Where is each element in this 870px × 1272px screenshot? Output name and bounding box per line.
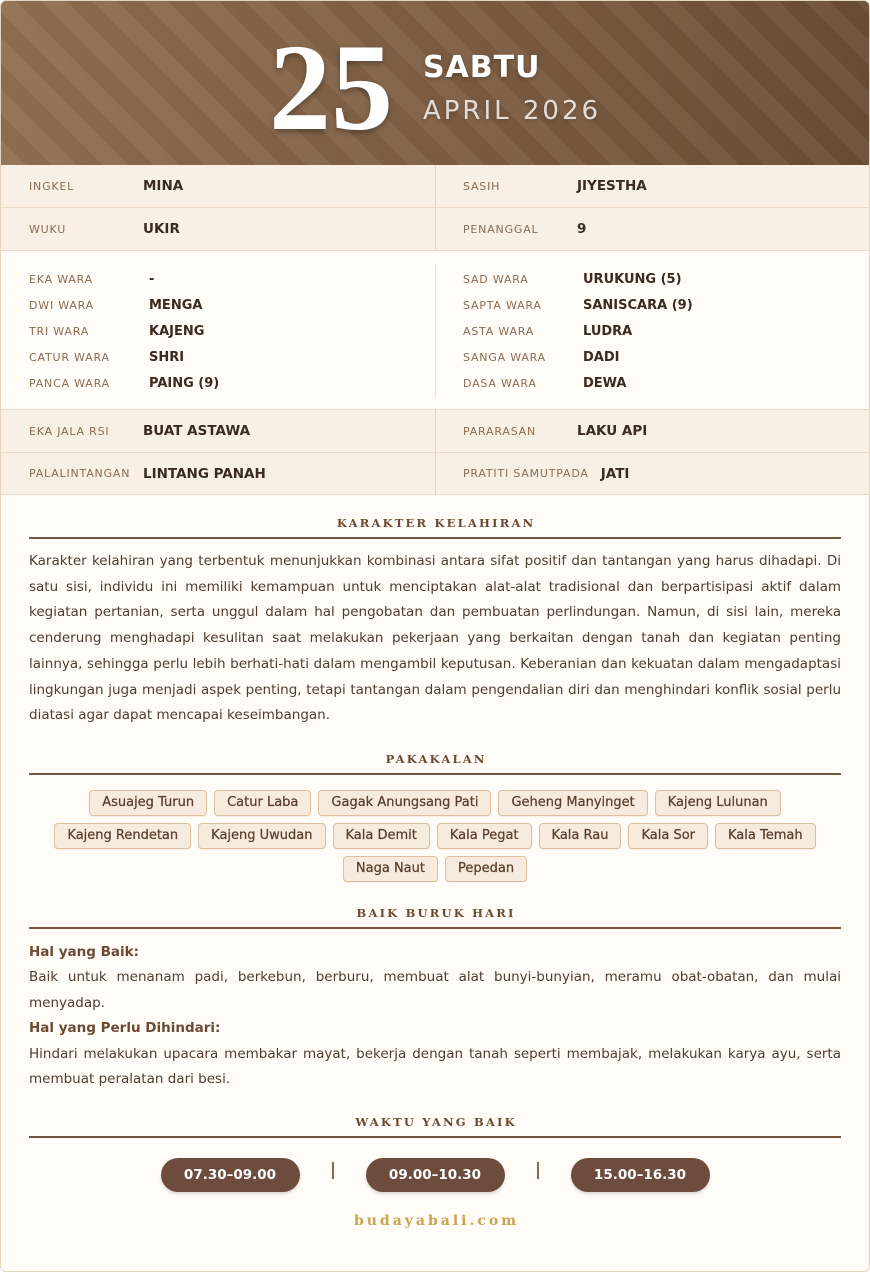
section-title-waktu: WAKTU YANG BAIK [29, 1114, 841, 1138]
pakakalan-tag: Naga Naut [343, 856, 438, 882]
info-cell-wuku [1, 208, 435, 250]
info-value: LINTANG PANAH [143, 465, 266, 482]
slot-separator [332, 1162, 334, 1179]
wara-row [463, 318, 869, 344]
info-bottom-band [1, 410, 869, 495]
footer-site-name: budayabali.com [353, 1212, 520, 1229]
pakakalan-tag: Kajeng Lulunan [655, 790, 781, 816]
wara-label: PANCA WARA [29, 377, 110, 391]
info-value: JATI [600, 465, 630, 482]
info-cell-palalintangan [1, 453, 435, 494]
wara-row [463, 292, 869, 318]
info-label: PARARASAN [463, 424, 537, 438]
info-cell-eka-jala-rsi [1, 410, 435, 452]
pakakalan-tag: Kala Rau [539, 823, 622, 849]
info-row [1, 453, 869, 495]
info-label: PALALINTANGAN [29, 467, 131, 480]
info-cell-pratiti-samutpada [435, 453, 869, 494]
wara-column-left [1, 266, 435, 397]
pakakalan-tag: Asuajeg Turun [89, 790, 207, 816]
pakakalan-tag: Kala Sor [628, 823, 708, 849]
wara-value: SHRI [149, 350, 185, 366]
pakakalan-tag: Kajeng Uwudan [198, 823, 325, 849]
time-slot-pill: 07.30–09.00 [161, 1158, 300, 1192]
wara-label: SANGA WARA [463, 351, 547, 365]
info-value: JIYESTHA [577, 178, 647, 194]
info-row [1, 410, 869, 453]
time-slot-pill: 15.00–16.30 [571, 1158, 710, 1192]
info-value: UKIR [143, 221, 180, 237]
info-label: INGKEL [29, 179, 75, 193]
info-label: PENANGGAL [463, 222, 539, 236]
content-area [1, 515, 869, 1229]
info-cell-pararasan [435, 410, 869, 452]
pakakalan-tag: Geheng Manyinget [498, 790, 647, 816]
info-label: WUKU [29, 222, 67, 236]
wara-label: TRI WARA [29, 324, 90, 338]
wara-row [29, 345, 435, 371]
wara-label: DWI WARA [29, 298, 95, 312]
wara-value: DADI [583, 350, 620, 366]
info-cell-sasih [435, 165, 869, 207]
wara-label: ASTA WARA [463, 324, 535, 338]
info-value: 9 [577, 221, 587, 237]
slot-separator [537, 1162, 539, 1179]
wara-value: DEWA [583, 376, 627, 392]
pakakalan-tag: Catur Laba [214, 790, 311, 816]
info-label: SASIH [463, 179, 501, 193]
month-year: APRIL 2026 [422, 96, 602, 126]
pakakalan-tag: Kala Pegat [437, 823, 532, 849]
wara-label: CATUR WARA [29, 351, 110, 365]
wara-column-right [435, 266, 869, 397]
wara-value: LUDRA [583, 323, 633, 339]
info-row [1, 208, 869, 251]
wara-label: EKA WARA [29, 272, 93, 286]
day-name: SABTU [422, 50, 541, 85]
wara-section [1, 251, 869, 410]
wara-value: KAJENG [149, 323, 205, 339]
info-top-band [1, 165, 869, 251]
baik-buruk-block [29, 940, 841, 1093]
time-slot-pill: 09.00–10.30 [366, 1158, 505, 1192]
wara-value: SANISCARA (9) [583, 297, 693, 313]
good-text: Baik untuk menanam padi, berkebun, berburu, membuat alat bunyi-bunyian, meramu obat-obatan, dan mulai menyadap. [29, 969, 841, 1011]
pakakalan-tag: Kala Demit [333, 823, 430, 849]
wara-row [463, 345, 869, 371]
info-row [1, 165, 869, 208]
section-title-baik-buruk: BAIK BURUK HARI [29, 905, 841, 929]
wara-row [29, 371, 435, 397]
karakter-paragraph: Karakter kelahiran yang terbentuk menunjukkan kombinasi antara sifat positif dan tantangan yang harus dihadapi. Di satu sisi, individu ini memiliki kemampuan untuk menciptakan alat-alat tradisional dan berpartisipasi aktif dalam kegiatan pertanian, serta unggul dalam hal pengobatan dan pembuatan perlindungan. Namun, di sisi lain, mereka cenderung menghadapi kesulitan saat melakukan pekerjaan yang berkaitan dengan tanah dan kegiatan penting lainnya, sehingga perlu lebih berhati-hati dalam mengambil keputusan. Keberanian dan kekuatan dalam mengadaptasi lingkungan juga menjadi aspek penting, tetapi tantangan dalam pengendalian diri dan menghindari konflik sosial perlu diatasi agar dapat mencapai keseimbangan. [29, 553, 841, 724]
info-label: PRATITI SAMUTPADA [463, 467, 589, 480]
date-header [1, 1, 869, 165]
info-label: EKA JALA RSI [29, 424, 110, 438]
wara-value: - [149, 271, 155, 287]
wara-value: PAING (9) [149, 376, 220, 392]
wara-row [29, 292, 435, 318]
wara-label: SAD WARA [463, 272, 529, 286]
wara-row [29, 266, 435, 292]
good-label: Hal yang Baik: [29, 943, 140, 960]
info-cell-ingkel [1, 165, 435, 207]
wara-row [29, 318, 435, 344]
info-value: MINA [143, 178, 184, 194]
wara-label: DASA WARA [463, 377, 537, 391]
info-value: LAKU API [577, 423, 648, 439]
section-title-pakakalan: PAKAKALAN [29, 751, 841, 775]
wara-value: URUKUNG (5) [583, 271, 682, 287]
pakakalan-tag-list [29, 790, 841, 882]
avoid-label: Hal yang Perlu Dihindari: [29, 1020, 221, 1037]
info-value: BUAT ASTAWA [143, 423, 251, 439]
wara-value: MENGA [149, 297, 203, 313]
section-title-karakter: KARAKTER KELAHIRAN [29, 515, 841, 539]
time-slot-list [29, 1158, 841, 1192]
pakakalan-tag: Pepedan [445, 856, 527, 882]
wara-row [463, 266, 869, 292]
avoid-text: Hindari melakukan upacara membakar mayat, bekerja dengan tanah seperti membajak, melakukan karya ayu, serta membuat peralatan dari besi. [29, 1045, 841, 1088]
pakakalan-tag: Kajeng Rendetan [54, 823, 191, 849]
wara-row [463, 371, 869, 397]
pakakalan-tag: Gagak Anungsang Pati [318, 790, 491, 816]
pakakalan-tag: Kala Temah [715, 823, 816, 849]
day-number: 25 [268, 19, 393, 156]
day-text-group [423, 48, 601, 128]
wara-label: SAPTA WARA [463, 298, 542, 312]
info-cell-penanggal [435, 208, 869, 250]
